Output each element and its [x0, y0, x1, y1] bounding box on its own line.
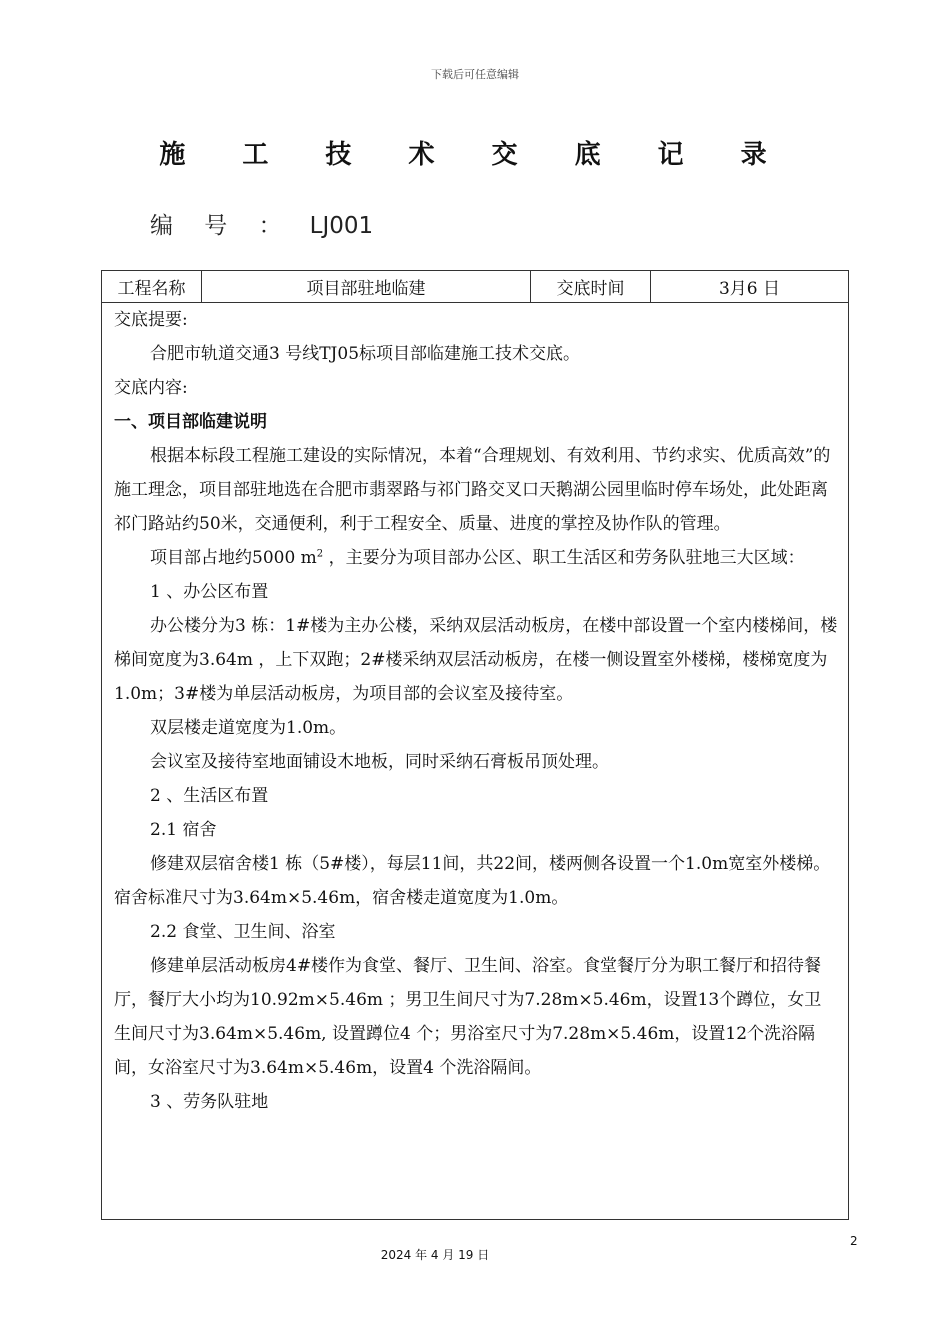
- sub2-1-heading: 2.1 宿舍: [150, 820, 217, 840]
- paragraph-3: 办公楼分为3 栋：1#楼为主办公楼，采纳双层活动板房，在楼中部设置一个室内楼梯间，楼梯间宽度为3.64m ，上下双跑；2#楼采纳双层活动板房，在楼一侧设置室外楼梯，楼梯宽度为1.0m；3#楼为单层活动板房，为项目部的会议室及接待室。: [114, 616, 838, 704]
- paragraph-5: 会议室及接待室地面铺设木地板，同时采纳石膏板吊顶处理。: [150, 752, 609, 772]
- project-name-value: 项目部驻地临建: [202, 271, 531, 302]
- disclosure-time-label: 交底时间: [531, 271, 651, 302]
- page-title: 施 工 技 术 交 底 记 录: [159, 140, 791, 170]
- header-row: [102, 271, 848, 303]
- page-number: 2: [850, 1234, 858, 1248]
- paragraph-2-suffix: ，主要分为项目部办公区、职工生活区和劳务队驻地三大区域：: [323, 548, 805, 568]
- sub3-heading: 3 、劳务队驻地: [150, 1092, 269, 1112]
- disclosure-table: [101, 270, 849, 1220]
- section1-heading: 一、项目部临建说明: [114, 412, 267, 432]
- disclosure-content: [102, 303, 848, 1119]
- disclosure-time-value: 3月6 日: [718, 279, 781, 299]
- paragraph-1: 根据本标段工程施工建设的实际情况，本着“合理规划、有效利用、节约求实、优质高效”的施工理念，项目部驻地选在合肥市翡翠路与祁门路交叉口天鹅湖公园里临时停车场处，此处距离祁门路站约50米，交通便利，利于工程安全、质量、进度的掌控及协作队的管理。: [114, 446, 831, 534]
- summary-text: 合肥市轨道交通3 号线TJ05标项目部临建施工技术交底。: [150, 344, 581, 364]
- code-label: 编 号 ：: [150, 213, 294, 239]
- project-name-label: 工程名称: [102, 271, 202, 302]
- sub1-heading: 1 、办公区布置: [150, 582, 269, 602]
- code-value: LJ001: [309, 213, 374, 239]
- document-code: [150, 207, 373, 240]
- sub2-2-heading: 2.2 食堂、卫生间、浴室: [150, 922, 336, 942]
- content-label: 交底内容:: [114, 378, 188, 398]
- paragraph-7: 修建单层活动板房4#楼作为食堂、餐厅、卫生间、浴室。食堂餐厅分为职工餐厅和招待餐厅，餐厅大小均为10.92m×5.46m ；男卫生间尺寸为7.28m×5.46m，设置13个蹲位，女卫生间尺寸为3.64m×5.46m, 设置蹲位4 个；男浴室尺寸为7.28m×5.46m，设置12个洗浴隔间，女浴室尺寸为3.64m×5.46m，设置4 个洗浴隔间。: [114, 956, 822, 1078]
- paragraph-2: [114, 541, 838, 575]
- paragraph-2-superscript: 2: [316, 548, 324, 560]
- top-note: 下载后可任意编辑: [431, 68, 519, 81]
- footer-date: 2024 年 4 月 19 日: [380, 1248, 490, 1262]
- paragraph-6: 修建双层宿舍楼1 栋（5#楼），每层11间，共22间，楼两侧各设置一个1.0m宽室外楼梯。宿舍标准尺寸为3.64m×5.46m，宿舍楼走道宽度为1.0m。: [114, 854, 831, 908]
- paragraph-4: 双层楼走道宽度为1.0m。: [150, 718, 347, 738]
- sub2-heading: 2 、生活区布置: [150, 786, 269, 806]
- summary-label: 交底提要:: [114, 310, 188, 330]
- paragraph-2-prefix: 项目部占地约5000 m: [150, 548, 317, 568]
